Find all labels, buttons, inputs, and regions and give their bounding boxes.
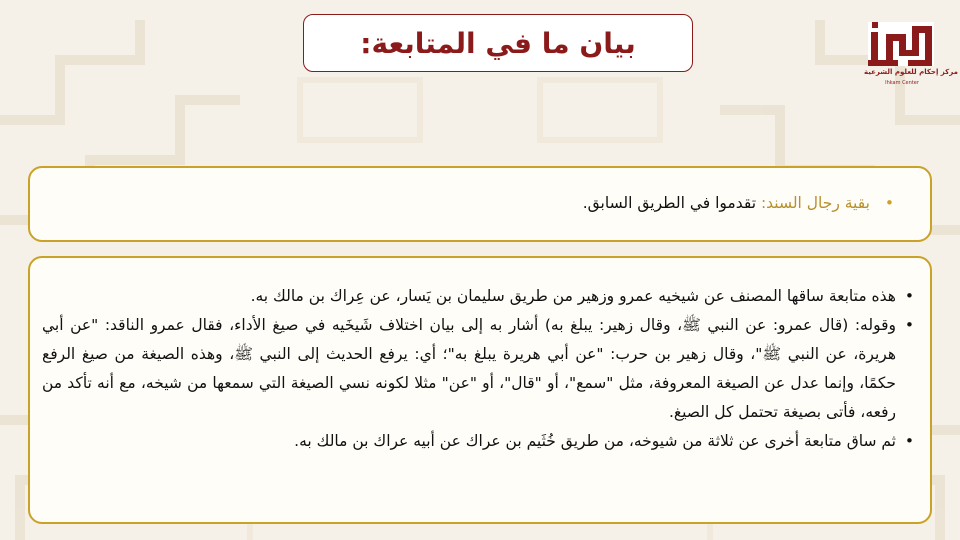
list-item: • ثم ساق متابعة أخرى عن ثلاثة من شيوخه، من طريق خُثَيم بن عراك عن أبيه عراك بن مالك به. <box>42 427 896 456</box>
bullet-dot-icon: • <box>884 194 894 212</box>
ihkam-logo <box>864 22 958 92</box>
list-item: • وقوله: (قال عمرو: عن النبي ﷺ، وقال زهير: يبلغ به) أشار به إلى بيان اختلاف شَيخَيه في صيغ الأداء، فقال عمرو الناقد: "عن أبي هريرة، عن النبي ﷺ"، وقال زهير بن حرب: "عن أبي هريرة يبلغ به"؛ أي: يرفع الحديث إلى النبي ﷺ، وهذه الصيغة من صيغ الرفع حكمًا، وإنما عدل عن الصيغة المعروفة، مثل "سمع"، أو "قال"، أو "عن" مثلا لكونه نسي الصيغة التي سمعها من شيخه، مع أنه تأكد من رفعه، فأتى بصيغة تحتمل كل الصيغ. <box>42 311 896 427</box>
page-title: بيان ما في المتابعة: <box>360 26 636 60</box>
list-item: • هذه متابعة ساقها المصنف عن شيخيه عمرو وزهير من طريق سليمان بن يَسار، عن عِراك بن مالك به. <box>42 282 896 311</box>
logo-subtitle: مركز إحكام للعلوم الشرعية <box>864 68 958 76</box>
narrators-label: بقية رجال السند: <box>760 194 870 212</box>
narrators-line <box>583 194 894 212</box>
logo-tagline: Ihkam Center <box>885 80 919 86</box>
explanation-list <box>42 282 914 456</box>
title-box <box>303 14 693 72</box>
narrators-box <box>28 166 932 242</box>
explanation-box <box>28 256 932 524</box>
ihkam-logo-mark <box>868 22 934 66</box>
narrators-text: تقدموا في الطريق السابق. <box>582 194 757 212</box>
